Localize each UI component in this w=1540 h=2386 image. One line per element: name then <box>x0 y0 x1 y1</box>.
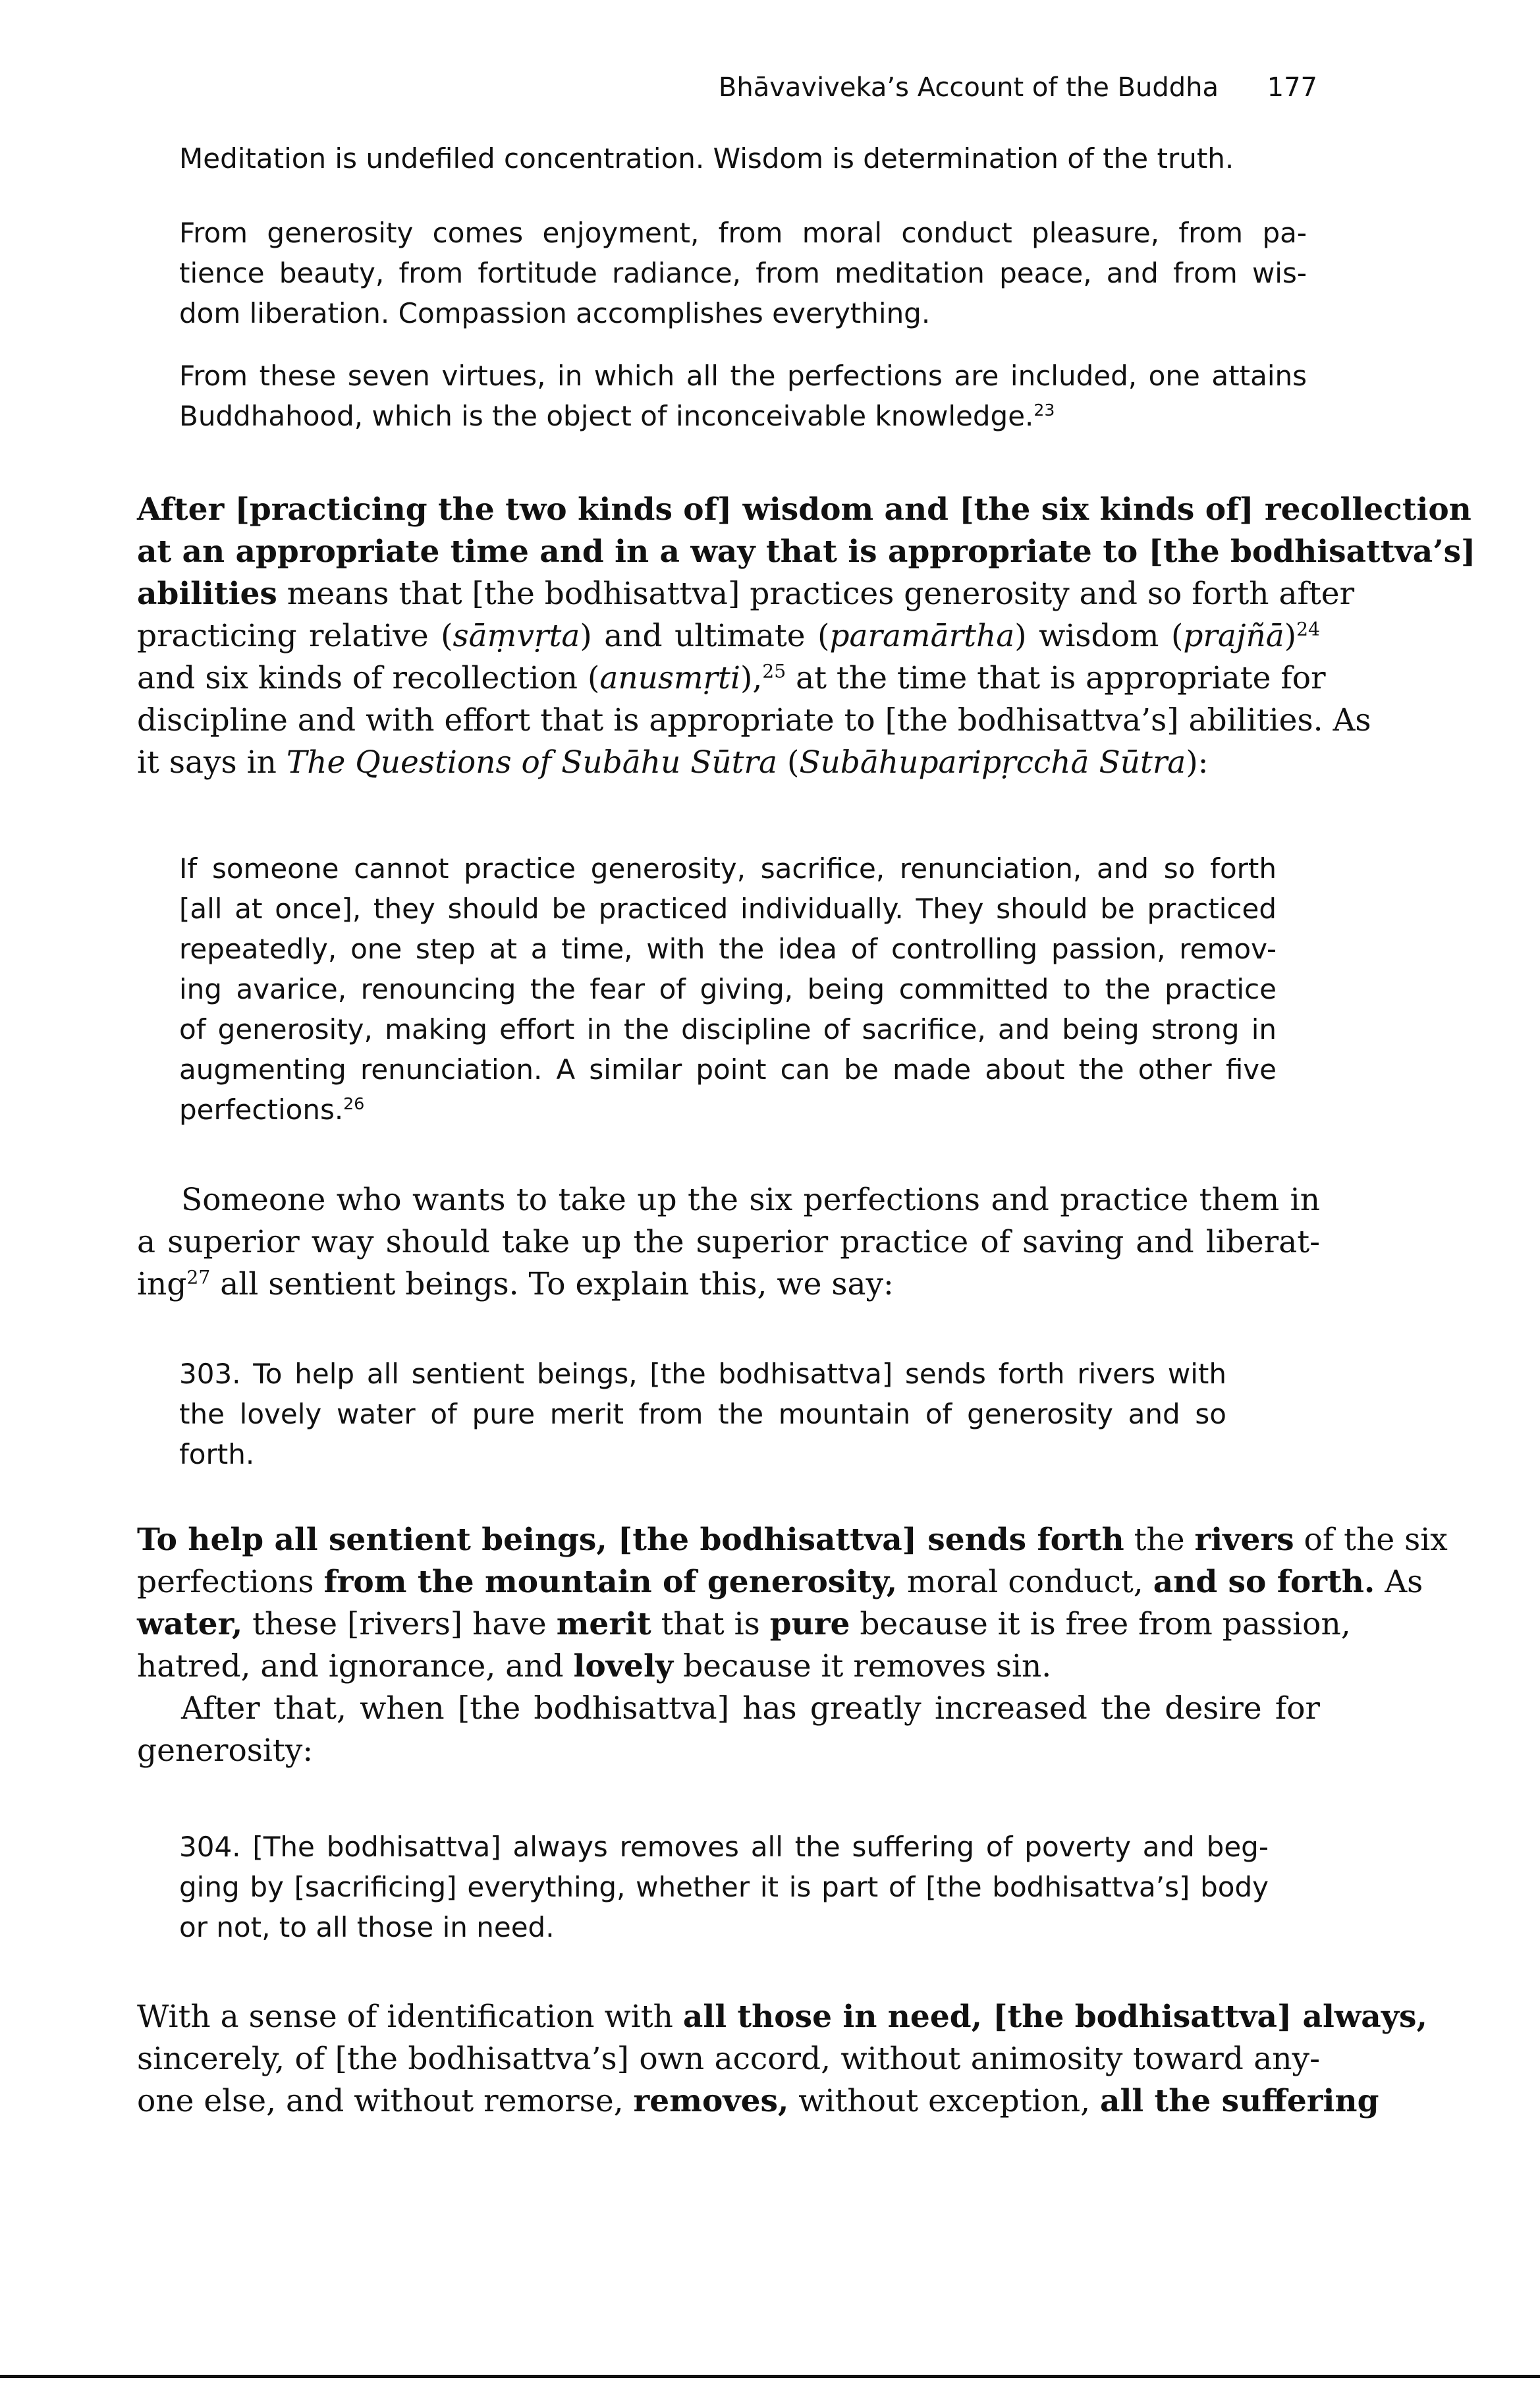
quote1-paragraph-3 <box>179 356 1307 436</box>
body-line: discipline and with effort that is appropriate to [the bodhisattva’s] abilities. As <box>137 702 1371 738</box>
running-header <box>659 65 1317 111</box>
running-title: Bhāvaviveka’s Account of the Buddha <box>718 72 1219 103</box>
footnote-ref-27: 27 <box>186 1266 211 1289</box>
body-line: To help all sentient beings, [the bodhisattva] sends forth the rivers of the six <box>137 1522 1448 1558</box>
body-line: and six kinds of recollection (anusmṛti),$^{25}$ at the time that is appropriate for <box>137 660 1326 696</box>
quote1-paragraph-2 <box>179 213 1307 333</box>
body-line: a superior way should take up the superior practice of saving and liberat- <box>137 1224 1320 1260</box>
quote1-line: From these seven virtues, in which all the perfections are included, one attains <box>179 360 1307 392</box>
page-bottom-rule <box>0 2375 1540 2378</box>
quote-block-1 <box>179 138 1307 179</box>
page-number: 177 <box>1267 72 1317 103</box>
footnote-ref-24: 24 <box>1296 618 1320 640</box>
body-line: sincerely, of [the bodhisattva’s] own accord, without animosity toward any- <box>137 2041 1320 2077</box>
quote2-line: If someone cannot practice generosity, sacrifice, renunciation, and so forth <box>179 852 1277 885</box>
body-line: it says in The Questions of Subāhu Sūtra (Subāhuparipṛcchā Sūtra): <box>137 744 1209 781</box>
body-line: hatred, and ignorance, and lovely because it removes sin. <box>137 1648 1052 1684</box>
quote-block-2 <box>179 848 1277 1130</box>
body-line: water, these [rivers] have merit that is pure because it is free from passion, <box>137 1606 1351 1642</box>
quote1-line: From generosity comes enjoyment, from moral conduct pleasure, from pa- <box>179 217 1307 249</box>
body-line: practicing relative (sāṃvṛta) and ultimate (paramārtha) wisdom (prajñā)$^{24}$ <box>137 618 1320 654</box>
footnote-ref-26: 26 <box>343 1094 365 1113</box>
quote1-line: dom liberation. Compassion accomplishes everything. <box>179 297 931 329</box>
body-line: With a sense of identification with all those in need, [the bodhisattva] always, <box>137 1999 1427 2035</box>
verse-line: 303. To help all sentient beings, [the bodhisattva] sends forth rivers with <box>179 1358 1226 1390</box>
body-line: generosity: <box>137 1733 314 1769</box>
quote2-line: [all at once], they should be practiced individually. They should be practiced <box>179 893 1277 925</box>
quote2-line: ing avarice, renouncing the fear of giving, being committed to the practice <box>179 973 1277 1005</box>
verse-304 <box>179 1827 1269 1947</box>
body-line: After that, when [the bodhisattva] has greatly increased the desire for <box>181 1690 1320 1727</box>
quote2-line: perfections.$^{26}$ <box>179 1094 365 1126</box>
quote2-line: augmenting renunciation. A similar point can be made about the other five <box>179 1053 1277 1086</box>
body-line: Someone who wants to take up the six perfections and practice them in <box>181 1182 1320 1218</box>
footnote-ref-25: 25 <box>762 660 786 682</box>
body-paragraph-1 <box>137 489 1476 784</box>
quote2-line: repeatedly, one step at a time, with the idea of controlling passion, remov- <box>179 933 1277 965</box>
body-line: abilities means that [the bodhisattva] practices generosity and so forth after <box>137 576 1355 612</box>
body-line: perfections from the mountain of generosity, moral conduct, and so forth. As <box>137 1564 1423 1600</box>
body-line: one else, and without remorse, removes, without exception, all the suffering <box>137 2083 1379 2119</box>
footnote-ref-23: 23 <box>1033 401 1055 420</box>
quote1-paragraph-1: Meditation is undefiled concentration. Wisdom is determination of the truth. <box>179 142 1234 175</box>
verse-line: 304. [The bodhisattva] always removes all the suffering of poverty and beg- <box>179 1831 1269 1863</box>
body-line: ing$^{27}$ all sentient beings. To explain this, we say: <box>137 1266 894 1302</box>
body-paragraph-3 <box>137 1519 1448 1772</box>
sutra-sanskrit-title: Subāhuparipṛcchā Sūtra <box>799 744 1186 781</box>
quote1-line: tience beauty, from fortitude radiance, from meditation peace, and from wis- <box>179 257 1307 289</box>
quote2-line: of generosity, making effort in the discipline of sacrifice, and being strong in <box>179 1013 1277 1045</box>
quote1-line: Buddhahood, which is the object of inconceivable knowledge.$^{23}$ <box>179 400 1055 432</box>
verse-line: the lovely water of pure merit from the mountain of generosity and so <box>179 1398 1226 1430</box>
body-paragraph-4 <box>137 1996 1427 2122</box>
body-line: After [practicing the two kinds of] wisdom and [the six kinds of] recollection <box>137 491 1471 528</box>
verse-303 <box>179 1354 1226 1474</box>
body-paragraph-2 <box>137 1179 1320 1306</box>
sutra-title: The Questions of Subāhu Sūtra <box>286 744 778 781</box>
body-line: at an appropriate time and in a way that is appropriate to [the bodhisattva’s] <box>137 534 1476 570</box>
verse-line: ging by [sacrificing] everything, whether it is part of [the bodhisattva’s] body <box>179 1871 1269 1903</box>
verse-line: forth. <box>179 1438 255 1470</box>
verse-line: or not, to all those in need. <box>179 1911 555 1943</box>
